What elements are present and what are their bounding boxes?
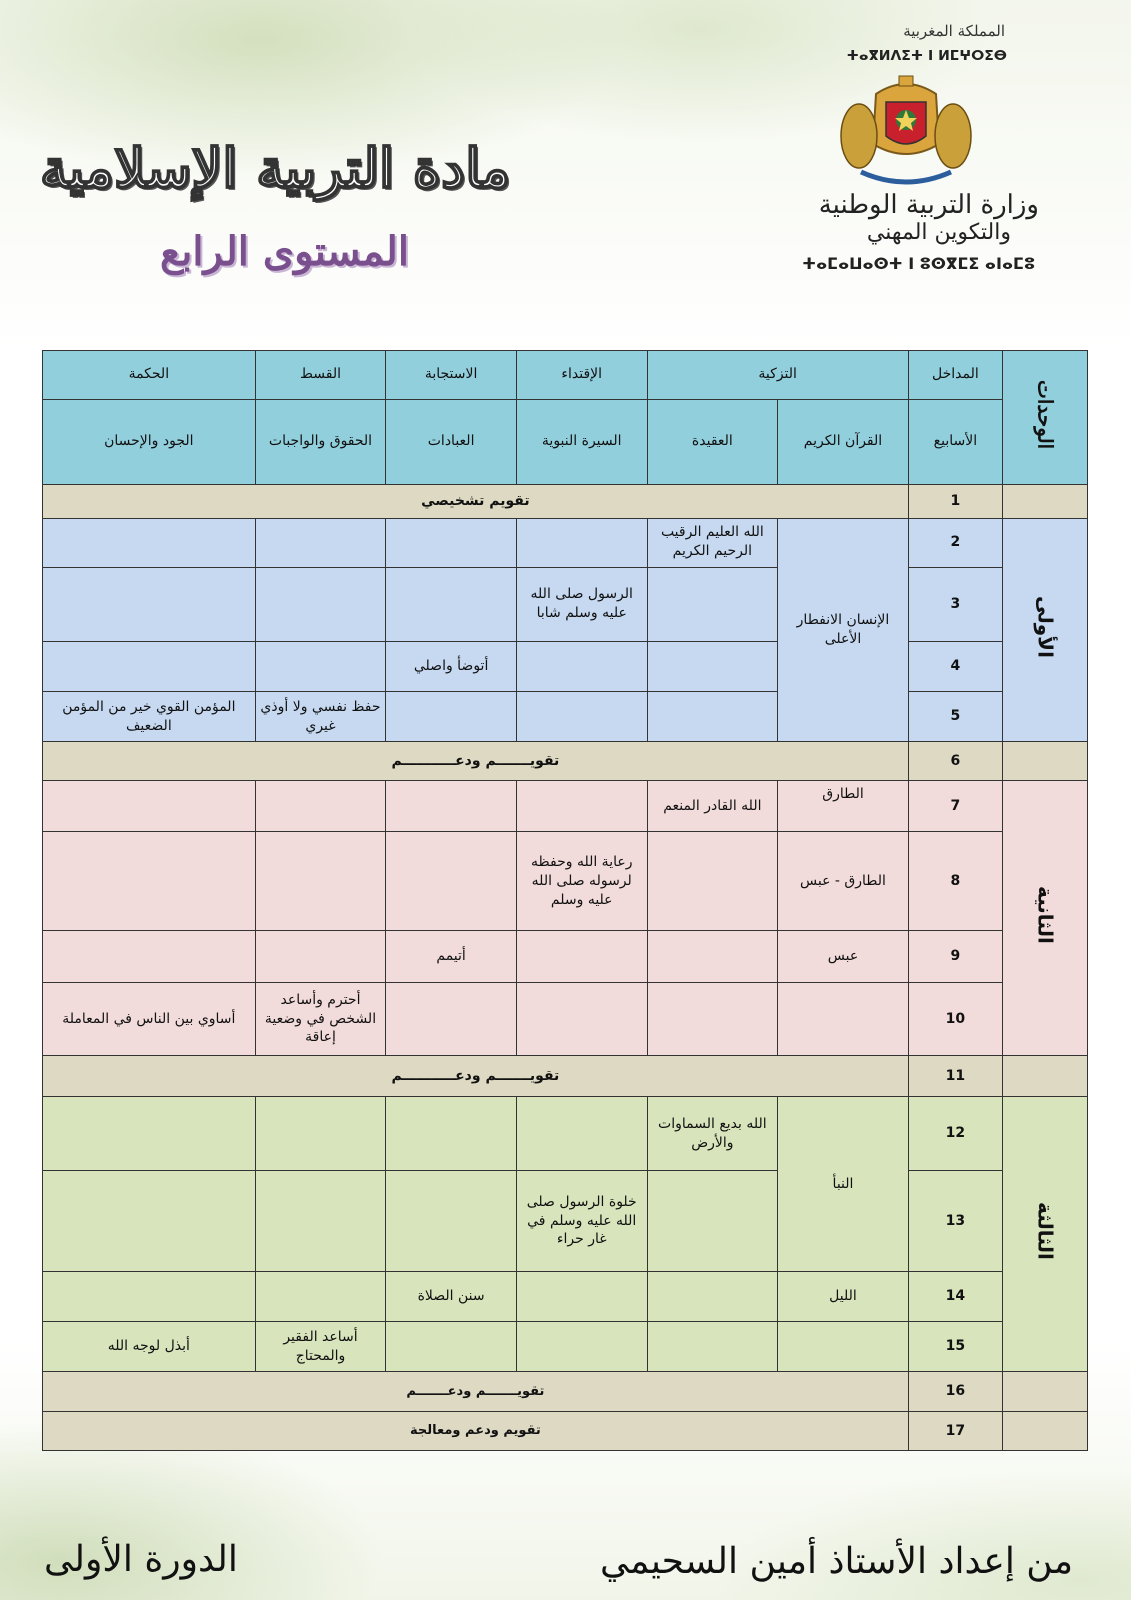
cell-empty [778,1322,909,1372]
cell-w15-huquq: أساعد الفقير والمحتاج [255,1322,386,1372]
schedule-table [42,350,1088,1451]
cell-empty [647,641,778,692]
cell-empty [516,1097,647,1171]
cell-empty [255,1097,386,1171]
cell-w8-quran: الطارق - عبس [778,832,909,931]
cell-empty [255,832,386,931]
cell-empty [516,641,647,692]
cell-empty [43,519,256,568]
istijaba-header: الاستجابة [386,351,517,400]
cell-empty [647,1171,778,1271]
entries-header: المداخل [908,351,1002,400]
coat-of-arms-icon [831,74,981,192]
kingdom-name-arabic: المملكة المغربية [903,22,1005,40]
ministry-name-line1: وزارة التربية الوطنية [818,190,1039,220]
cell-w12-aqida: الله بديع السماوات والأرض [647,1097,778,1171]
cell-empty [43,781,256,832]
cell-w10-jud: أساوي بين الناس في المعاملة [43,982,256,1055]
cell-empty [386,982,517,1055]
diagnostic-eval: تقويم تشخيصي [43,484,909,518]
cell-empty [43,832,256,931]
week-number: 3 [908,567,1002,641]
cell-w5-jud: المؤمن القوي خير من المؤمن الضعيف [43,692,256,742]
cell-w13-sira: خلوة الرسول صلى الله عليه وسلم في غار حراء [516,1171,647,1271]
cell-empty [255,931,386,983]
subject-title: مادة التربية الإسلامية [40,136,511,200]
cell-empty [43,567,256,641]
jud-header: الجود والإحسان [43,399,256,484]
units-header: الوحدات [1002,351,1087,485]
cell-empty [255,567,386,641]
cell-w9-ibadat: أتيمم [386,931,517,983]
cell-empty [647,692,778,742]
cell-empty [386,781,517,832]
cell-w14-ibadat: سنن الصلاة [386,1271,517,1322]
tazkiya-header: التزكية [647,351,908,400]
cell-empty [43,641,256,692]
week-number: 7 [908,781,1002,832]
unit-cell-empty [1002,1412,1087,1451]
unit-cell-empty [1002,741,1087,781]
author-credit: من إعداد الأستاذ أمين السحيمي [600,1541,1073,1582]
cell-empty [516,519,647,568]
cell-w10-huquq: أحترم وأساعد الشخص في وضعية إعاقة [255,982,386,1055]
cell-empty [647,567,778,641]
week-number: 9 [908,931,1002,983]
cell-u3-quran: النبأ [778,1097,909,1271]
cell-empty [647,1271,778,1322]
cell-empty [43,1271,256,1322]
cell-empty [255,641,386,692]
week-number: 16 [908,1371,1002,1412]
hikma-header: الحكمة [43,351,256,400]
quran-header: القرآن الكريم [778,399,909,484]
cell-empty [516,982,647,1055]
cell-u1-quran: الإنسان الانفطار الأعلى [778,519,909,742]
unit-cell-empty [1002,1055,1087,1097]
iqtida-header: الإقتداء [516,351,647,400]
unit-cell-empty [1002,484,1087,518]
weeks-header: الأسابيع [908,399,1002,484]
week-number: 4 [908,641,1002,692]
week-number: 14 [908,1271,1002,1322]
cell-empty [516,1271,647,1322]
ministry-name-line2: والتكوين المهني [866,220,1011,245]
sira-header: السيرة النبوية [516,399,647,484]
cell-empty [386,1322,517,1372]
cell-empty [516,1322,647,1372]
week-number: 5 [908,692,1002,742]
cell-empty [516,781,647,832]
cell-w2-aqida: الله العليم الرقيب الرحيم الكريم [647,519,778,568]
cell-empty [386,692,517,742]
unit-2-label: الثانية [1002,781,1087,1055]
cell-w7-quran: الطارق [778,781,909,832]
cell-w5-huquq: حفظ نفسي ولا أوذي غيري [255,692,386,742]
kingdom-name-tifinagh: ⵜⴰⴳⵍⴷⵉⵜ ⵏ ⵍⵎⵖⵔⵉⴱ [846,48,1007,64]
cell-empty [778,982,909,1055]
cell-w14-quran: الليل [778,1271,909,1322]
cell-empty [386,1171,517,1271]
support-eval: تقويـــــــم ودعـــــــــــم [43,1055,909,1097]
aqida-header: العقيدة [647,399,778,484]
week-number: 2 [908,519,1002,568]
week-number: 8 [908,832,1002,931]
unit-1-label: الأولى [1002,519,1087,742]
week-number: 13 [908,1171,1002,1271]
cell-w8-sira: رعاية الله وحفظه لرسوله صلى الله عليه وسلم [516,832,647,931]
support-eval: تقويـــــــم ودعـــــــم [43,1371,909,1412]
week-number: 15 [908,1322,1002,1372]
cell-empty [647,931,778,983]
cell-empty [255,519,386,568]
cell-empty [255,1271,386,1322]
ministry-name-tifinagh: ⵜⴰⵎⴰⵡⴰⵙⵜ ⵏ ⵓⵙⴳⵎⵉ ⴰⵏⴰⵎⵓ [802,254,1035,273]
cell-empty [43,1171,256,1271]
cell-empty [43,1097,256,1171]
cell-empty [43,931,256,983]
cell-empty [386,567,517,641]
cell-empty [386,519,517,568]
cell-w7-aqida: الله القادر المنعم [647,781,778,832]
week-number: 10 [908,982,1002,1055]
cell-w9-quran: عبس [778,931,909,983]
cell-w3-sira: الرسول صلى الله عليه وسلم شابا [516,567,647,641]
cell-empty [255,781,386,832]
cell-empty [647,1322,778,1372]
week-number: 6 [908,741,1002,781]
cell-empty [647,832,778,931]
term-label: الدورة الأولى [44,1539,238,1580]
cell-w4-ibadat: أتوضأ واصلي [386,641,517,692]
final-eval: تقويم ودعم ومعالجة [43,1412,909,1451]
unit-3-label: الثالثة [1002,1097,1087,1371]
week-number: 17 [908,1412,1002,1451]
week-number: 12 [908,1097,1002,1171]
ibadat-header: العبادات [386,399,517,484]
cell-w15-jud: أبذل لوجه الله [43,1322,256,1372]
support-eval: تقويـــــــم ودعـــــــــــم [43,741,909,781]
cell-empty [255,1171,386,1271]
cell-empty [386,832,517,931]
week-number: 11 [908,1055,1002,1097]
qist-header: القسط [255,351,386,400]
cell-empty [516,931,647,983]
week-number: 1 [908,484,1002,518]
cell-empty [386,1097,517,1171]
huquq-header: الحقوق والواجبات [255,399,386,484]
unit-cell-empty [1002,1371,1087,1412]
cell-empty [516,692,647,742]
cell-empty [647,982,778,1055]
level-title: المستوى الرابع [160,228,409,275]
